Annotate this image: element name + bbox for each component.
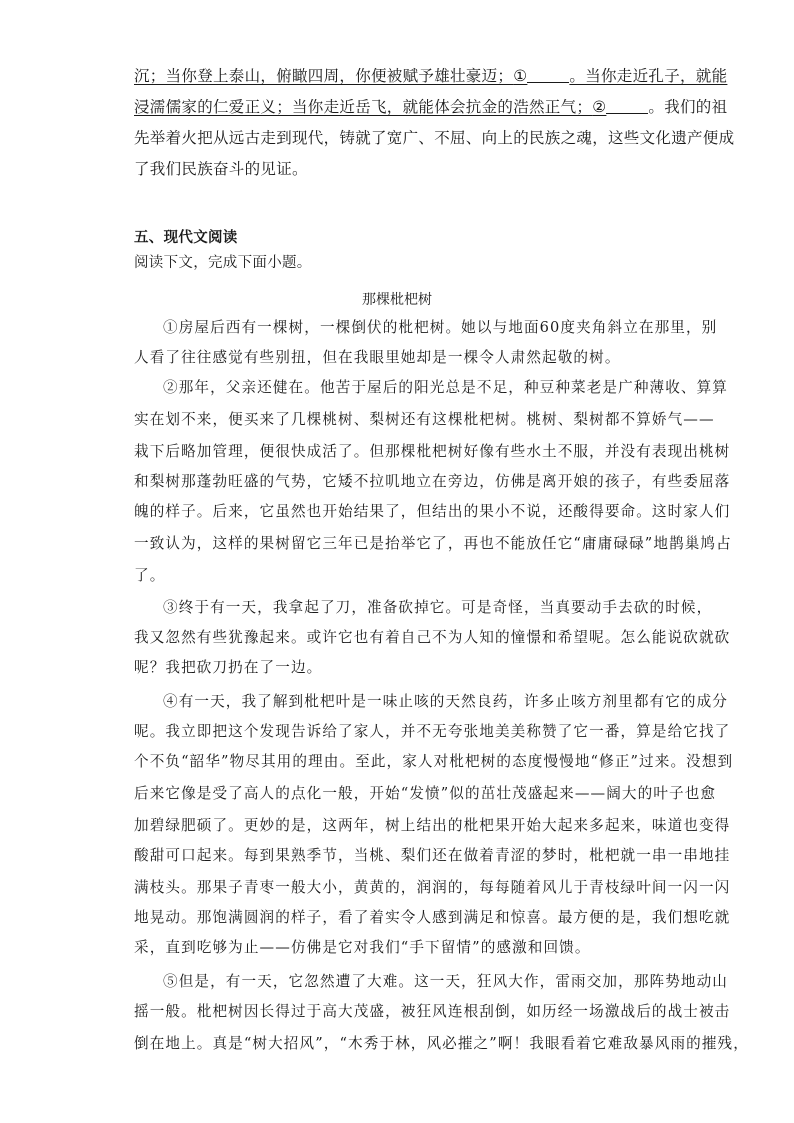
article-line: 了。: [134, 567, 166, 584]
intro-line-3: 先举着火把从远古走到现代，铸就了宽广、不屈、向上的民族之魂，这些文化遗产便成: [134, 129, 735, 147]
article-line: 人看了往往感觉有些别扭，但在我眼里她却是一棵令人肃然起敬的树。: [134, 349, 621, 366]
section-instruction: 阅读下文，完成下面小题。: [134, 255, 312, 271]
article-line: 摇一般。枇杷树因长得过于高大茂盛，被狂风连根刮倒，如历经一场激战后的战士被击: [134, 1003, 731, 1020]
article-line: 呢？我把砍刀扔在了一边。: [134, 659, 323, 676]
blank-2-marker: ②: [592, 98, 607, 116]
intro-line-1-text-b: 。当你走近孔子，就能: [569, 67, 728, 85]
article-line: 实在划不来，便买来了几棵桃树、梨树还有这棵枇杷树。桃树、梨树都不算娇气——: [134, 411, 715, 428]
intro-line-2: [134, 92, 728, 122]
article-line: 魄的样子。后来，它虽然也开始结果了，但结出的果小不说，还酸得要命。这时家人们: [134, 503, 731, 520]
article-line: ①房屋后西有一棵树，一棵倒伏的枇杷树。她以与地面60度夹角斜立在那里，别: [163, 319, 718, 336]
article-line: 加碧绿肥硕了。更妙的是，这两年，树上结出的枇杷果开始大起来多起来，味道也变得: [134, 817, 731, 834]
answer-blank-2[interactable]: [606, 99, 648, 114]
article-line: ⑤但是，有一天，它忽然遭了大难。这一天，狂风大作，雷雨交加，那阵势地动山: [163, 973, 728, 990]
article-line: 采，直到吃够为止——仿佛是它对我们“手下留情”的感激和回馈。: [134, 939, 591, 956]
intro-line-2-text-a: 浸濡儒家的仁爱正义；当你走近岳飞，就能体会抗金的浩然正气；: [134, 98, 593, 116]
article-line: ③终于有一天，我拿起了刀，准备砍掉它。可是奇怪，当真要动手去砍的时候，: [163, 599, 713, 616]
article-line: 倒在地上。真是“树大招风”，“木秀于林，风必摧之”啊！我眼看着它难敌暴风雨的摧残，: [134, 1035, 749, 1052]
answer-blank-1[interactable]: [527, 68, 569, 83]
article-line: 地晃动。那饱满圆润的样子，看了着实令人感到满足和惊喜。最方便的是，我们想吃就: [134, 909, 731, 926]
intro-line-1: [134, 61, 728, 91]
intro-line-2-text-b: 。我们的祖: [648, 98, 728, 116]
article-line: 一致认为，这样的果树留它三年已是抬举它了，再也不能放任它“庸庸碌碌”地鹊巢鸠占: [134, 535, 732, 552]
article-line: ②那年，父亲还健在。他苦于屋后的阳光总是不足，种豆种菜老是广种薄收、算算: [163, 379, 728, 396]
article-line: 满枝头。那果子青枣一般大小，黄黄的，润润的，每每随着风儿于青枝绿叶间一闪一闪: [134, 879, 731, 896]
article-line: 酸甜可口起来。每到果熟季节，当桃、梨们还在做着青涩的梦时，枇杷就一串一串地挂: [134, 847, 731, 864]
article-line: 栽下后略加管理，便很快成活了。但那棵枇杷树好像有些水土不服，并没有表现出桃树: [134, 443, 731, 460]
article-line: 呢。我立即把这个发现告诉给了家人，并不无夸张地美美称赞了它一番，算是给它找了: [134, 723, 731, 740]
article-title: 那棵枇杷树: [362, 292, 432, 308]
article-line: 我又忽然有些犹豫起来。或许它也有着自己不为人知的憧憬和希望呢。怎么能说砍就砍: [134, 629, 731, 646]
article-line: 和梨树那蓬勃旺盛的气势，它矮不拉叽地立在旁边，仿佛是离开娘的孩子，有些委屈落: [134, 473, 731, 490]
intro-line-4: 了我们民族奋斗的见证。: [134, 160, 308, 178]
section-heading: 五、现代文阅读: [134, 230, 238, 246]
article-line: 个不负“韶华”物尽其用的理由。至此，家人对枇杷树的态度慢慢地“修正”过来。没想到: [134, 753, 734, 770]
article-line: ④有一天，我了解到枇杷叶是一味止咳的天然良药，许多止咳方剂里都有它的成分: [163, 693, 728, 710]
blank-1-marker: ①: [513, 67, 528, 85]
article-line: 后来它像是受了高人的点化一般，开始“发愤”似的茁壮茂盛起来——阔大的叶子也愈: [134, 785, 717, 802]
intro-line-1-text-a: 沉；当你登上泰山，俯瞰四周，你便被赋予雄壮豪迈；: [134, 67, 514, 85]
